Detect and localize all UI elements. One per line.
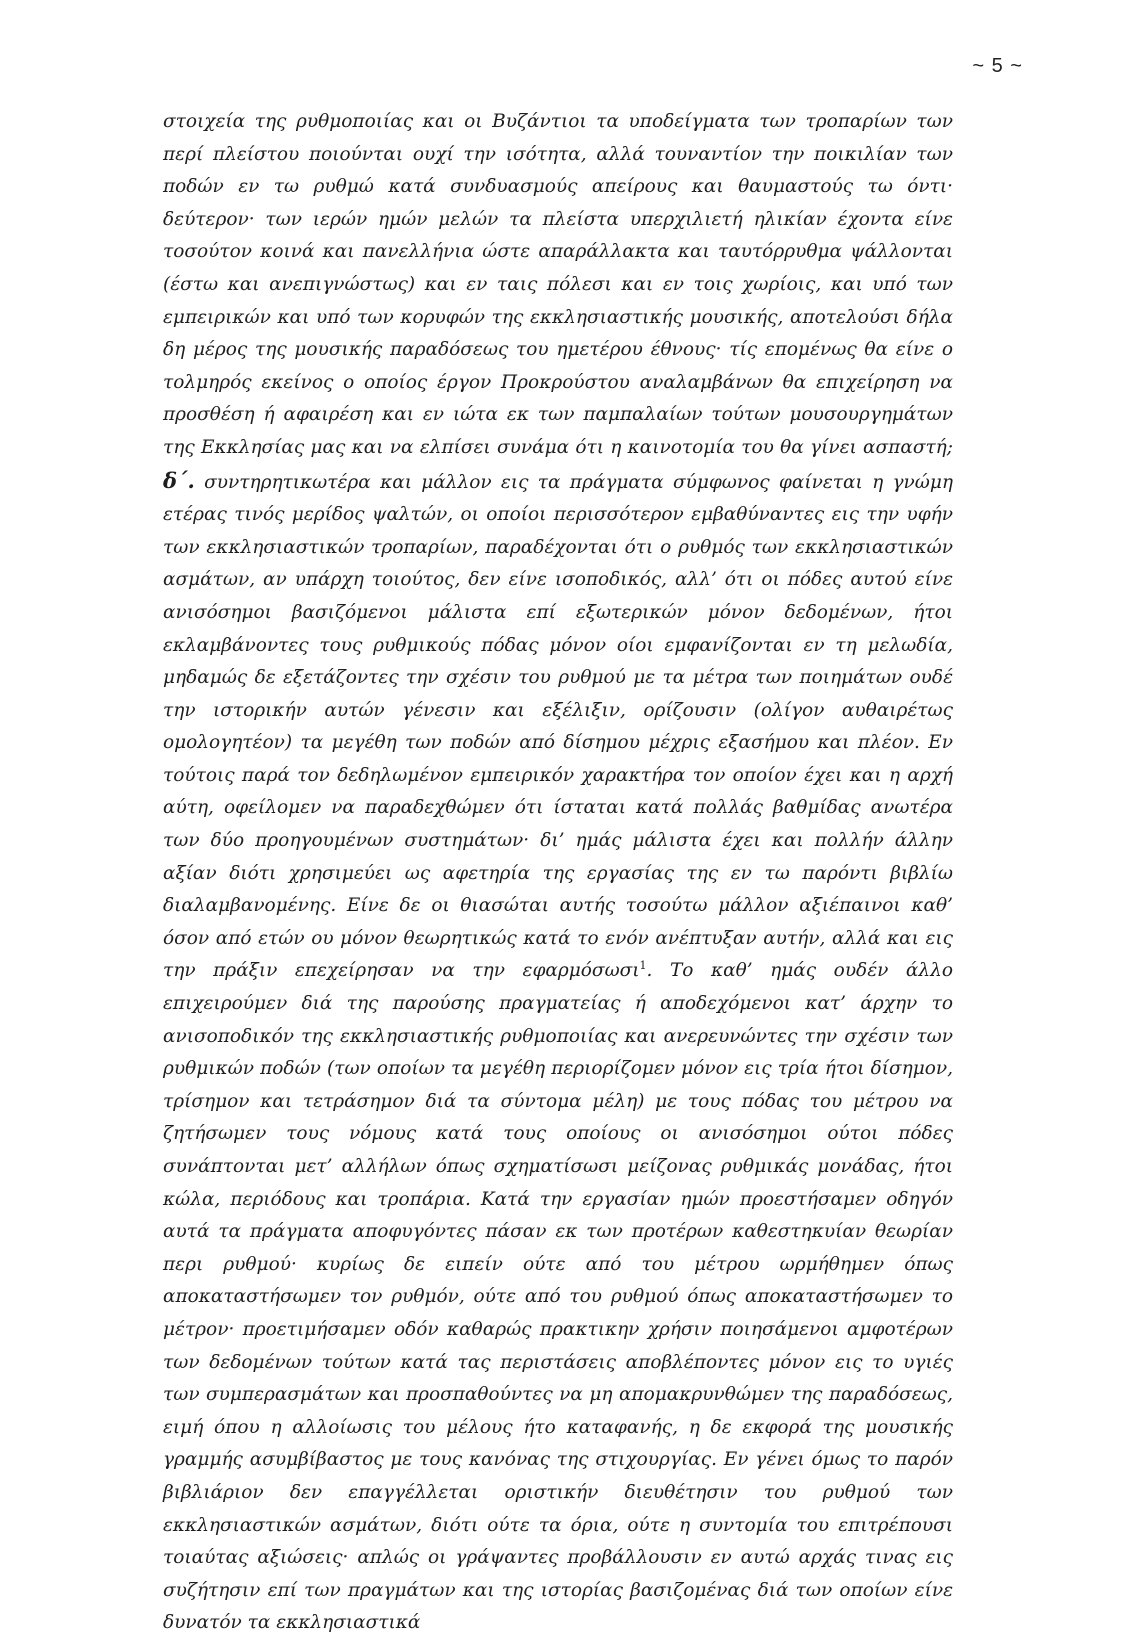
text-segment-3: . Το καθ’ ημάς ουδέν άλλο επιχειρούμεν διά της παρούσης πραγματείας ή αποδεχόμενοι κατ’ άρχην το ανισοποδικόν της εκκλησιαστικής ρυθμοποιίας και ανερευνώντες την σχέσιν των ρυθμικών ποδών (των οποίων τα μεγέθη περιορίζομεν μόνον εις τρία ήτοι δίσημον, τρίσημον και τετράσημον διά τα σύντομα μέλη) με τους πόδας του μέτρου να ζητήσωμεν τους νόμους κατά τους οποίους οι ανισόσημοι ούτοι πόδες συνάπτονται μετ’ αλλήλων όπως σχηματίσωσι μείζονας ρυθμικάς μονάδας, ήτοι κώλα, περιόδους και τροπάρια. Κατά την εργασίαν ημών προεστήσαμεν οδηγόν αυτά τα πράγματα αποφυγόντες πάσαν εκ των προτέρων καθεστηκυίαν θεωρίαν περι ρυθμού· κυρίως δε ειπείν ούτε από του μέτρου ωρμήθημεν όπως αποκαταστήσωμεν τον ρυθμόν, ούτε από του ρυθμού όπως αποκαταστήσωμεν το μέτρον· προετιμήσαμεν οδόν καθαρώς πρακτικην χρήσιν ποιησάμενοι αμφοτέρων των δεδομένων τούτων κατά τας περιστάσεις αποβλέποντες μόνον εις το υγιές των συμπερασμάτων και προσπαθούντες να μη απομακρυνθώμεν της παραδόσεως, ειμή όπου η αλλοίωσις του μέλους ήτο καταφανής, η δε εκφορά της μουσικής γραμμής ασυμβίβαστος με τους κανόνας της στιχουργίας. Εν γένει όμως το παρόν βιβλιάριον δεν επαγγέλλεται οριστικήν διευθέτησιν του ρυθμού των εκκλησιαστικών ασμάτων, διότι ούτε τα όρια, ούτε η συντομία του επιτρέπουσι τοιαύτας αξιώσεις· απλώς οι γράψαντες προβάλλουσιν εν αυτώ αρχάς τινας εις συζήτησιν επί των πραγμάτων και της ιστορίας βασιζομένας διά των οποίων είνε δυνατόν τα εκκλησιαστικά — [163, 960, 953, 1634]
text-segment-1: στοιχεία της ρυθμοποιίας και οι Βυζάντιοι τα υποδείγματα των τροπαρίων των περί πλείστου ποιούνται ουχί την ισότητα, αλλά τουναντίον την ποικιλίαν των ποδών εν τω ρυθμώ κατά συνδυασμούς απείρους και θαυμαστούς τω όντι· δεύτερον· των ιερών ημών μελών τα πλείστα υπερχιλιετή ηλικίαν έχοντα είνε τοσούτον κοινά και πανελλήνια ώστε απαράλλακτα και ταυτόρρυθμα ψάλλονται (έστω και ανεπιγνώστως) και εν ταις πόλεσι και εν τοις χωρίοις, και υπό των εμπειρικών και υπό των κορυφών της εκκλησιαστικής μουσικής, αποτελούσι δήλα δη μέρος της μουσικής παραδόσεως του ημετέρου έθνους· τίς επομένως θα είνε ο τολμηρός εκείνος ο οποίος έργον Προκρούστου αναλαμβάνων θα επιχείρηση να προσθέση ή αφαιρέση και εν ιώτα εκ των παμπαλαίων τούτων μουσουργημάτων της Εκκλησίας μας και να ελπίσει συνάμα ότι η καινοτομία του θα γίνει ασπαστή; — [163, 111, 953, 458]
text-segment-2: συντηρητικωτέρα και μάλλον εις τα πράγματα σύμφωνος φαίνεται η γνώμη ετέρας τινός μερίδος ψαλτών, οι οποίοι περισσότερον εμβαθύναντες εις την υφήν των εκκλησιαστικών τροπαρίων, παραδέχονται ότι ο ρυθμός των εκκλησιαστικών ασμάτων, αν υπάρχη τοιούτος, δεν είνε ισοποδικός, αλλ’ ότι οι πόδες αυτού είνε ανισόσημοι βασιζόμενοι μάλιστα επί εξωτερικών μόνον δεδομένων, ήτοι εκλαμβάνοντες τους ρυθμικούς πόδας μόνον οίοι εμφανίζονται εν τη μελωδία, μηδαμώς δε εξετάζοντες την σχέσιν του ρυθμού με τα μέτρα των ποιημάτων ουδέ την ιστορικήν αυτών γένεσιν και εξέλιξιν, ορίζουσιν (ολίγον αυθαιρέτως ομολογητέον) τα μεγέθη των ποδών από δίσημου μέχρις εξασήμου και πλέον. Εν τούτοις παρά τον δεδηλωμένον εμπειρικόν χαρακτήρα τον οποίον έχει και η αρχή αύτη, οφείλομεν να παραδεχθώμεν ότι ίσταται κατά πολλάς βαθμίδας ανωτέρα των δύο προηγουμένων συστημάτων· δι’ ημάς μάλιστα έχει και πολλήν άλλην αξίαν διότι χρησιμεύει ως αφετηρία της εργασίας της εν τω παρόντι βιβλίω διαλαμβανομένης. Είνε δε οι θιασώται αυτής τοσούτω μάλλον αξιέπαινοι καθ’ όσον από ετών ου μόνον θεωρητικώς κατά το ενόν ανέπτυξαν αυτήν, αλλά και εις την πράξιν επεχείρησαν να την εφαρμόσωσι — [163, 471, 953, 982]
body-paragraph — [163, 106, 953, 1640]
footnote-reference[interactable]: 1 — [639, 959, 647, 973]
page-number: ~ 5 ~ — [972, 55, 1023, 77]
section-marker: δ΄. — [163, 467, 195, 493]
